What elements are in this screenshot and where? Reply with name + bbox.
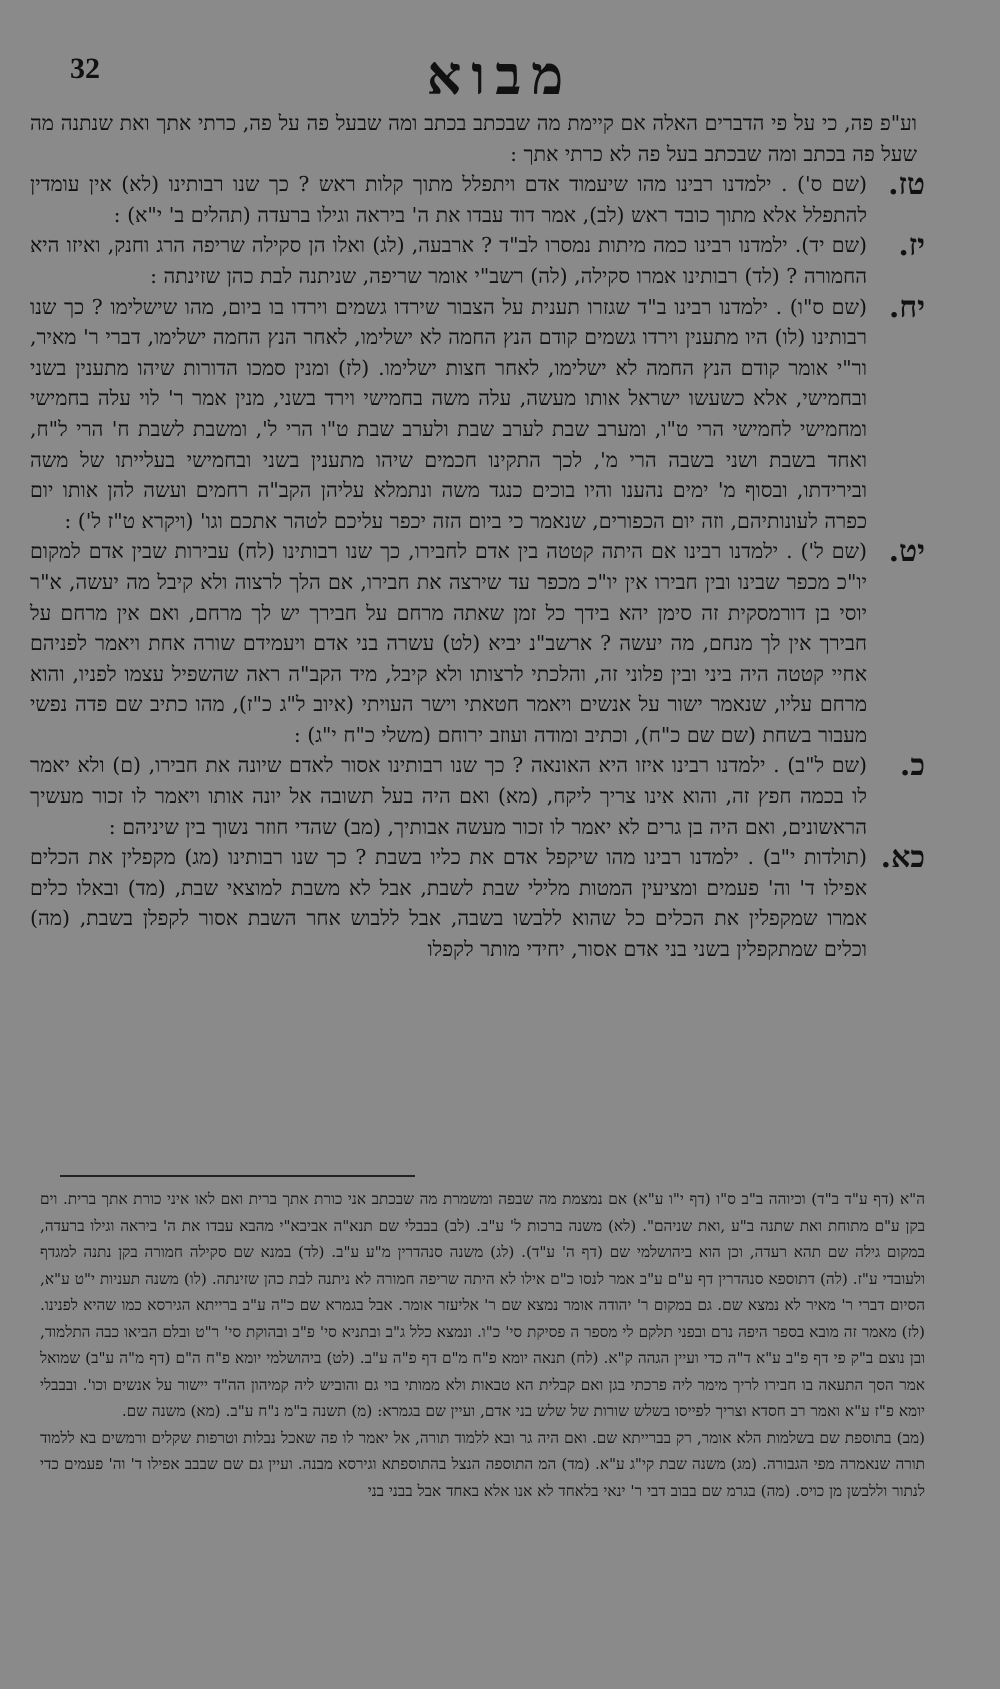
- paragraph-19: [30, 536, 925, 750]
- paragraph-17: [30, 230, 925, 291]
- paragraph-text: (שם יד). ילמדנו רבינו כמה מיתות נמסרו לב"ד ? ארבעה, (לג) ואלו הן סקילה שריפה הרג וחנק, ואיזו היא החמורה ? (לד) רבותינו אמרו סקילה, (לה) רשב"י אומר שריפה, שניתנה לבת כהן שזינתה :: [30, 233, 867, 288]
- paragraph-text: (תולדות י"ב) . ילמדנו רבינו מהו שיקפל אדם את כליו בשבת ? כך שנו רבותינו (מג) מקפלין את הכלים אפילו ד' וה' פעמים ומציעין המטות מלילי שבת לשבת, אבל לא משבת למוצאי שבת, (מד) ובאלו כלים אמרו שמקפלין את הכלים כל שהוא ללבשו בשבה, אבל ללבוש אחר השבת אסור לקפלן בשבת, (מה) וכלים שמתקפלין בשני בני אדם אסור, יחידי מותר לקפלו: [30, 845, 867, 962]
- paragraph-16: [30, 169, 925, 230]
- page-header: [0, 40, 1000, 110]
- paragraph-18: [30, 289, 925, 537]
- paragraph-21: [30, 842, 925, 964]
- paragraph-number: טז.: [888, 167, 925, 203]
- footnote-block: ה"א (דף ע"ד ב"ד) וכיוהה ב"ב ס"ו (דף י"ו ע"א) אם נמצמת מה שבפה ומשמרת מה שבכתב אני כורת אתך ברית ואם לאו איני כורת אתך ברית. וים בקן ע"ם מתוחת ואת שתנה ב"ע ,ואת שניהם". (לא) משנה ברכות ל' ע"ב. (לב) בבבלי שם תנא"ה אביבא"י מהבא עבדו את ה' ביראה וגילו ברעדה, במקום גילה שם תהא רעדה, וכן הוא ביהושלמי שם (דף ה' ע"ד). (לג) משנה סנהדרין מ"ע ע"ב. (לד) במנא שם סקילה חמורה בקן נתנה למגדף ולעובדי ע"ז. (לה) דתוספא סנהדרין דף ע"ם ע"ב אמר לנסו כ"ם אילו לא היתה שריפה חמורה לא ניתנה לבת כהן שזינתה. (לו) משנה תעניות י"ט ע"א, הסיום דברי ר' מאיר לא נמצא שם. גם במקום ר' יהודה אומר נמצא שם ר' אליעזר אומר. אבל בגמרא שם כ"ה ע"ב ברייתא הגירסא כמו שהיא לפנינו. (לז) מאמר זה מובא בספר היפה נרם ובפני תלקם לי מספר ה פסיקת סי' כ"ו. ונמצא כלל ג"ב ובתניא סי' פ"ב ובהוקת סי' ר"ט ובלם הביאו כבה התלמוד, ובן נוצם ב"ק פי דף פ"ב ע"א ד"ה כדי ועיין הגהה ק"א. (לח) תנאה יומא פ"ח מ"ם דף פ"ה ע"ב. (לט) ביהושלמי יומא פ"ח ה"ם (דף מ"ה ע"ב) שמואל אמר הסך התעאה בו חבירו לריך מימר ליה פרכתי בגן ואם קבלית הא טבאות ולא ממותי בוי גם והוביש ליה קמיהון הה"ד יישור על אנשים וכו'. ובבבלי יומא פ"ז ע"א ואמר רב חסדא וצריך לפייסו בשלש שורות של שלש בני אדם, ועיין שם בגמרא: (מ) תשנה ב"מ נ"ח ע"ב. (מא) משנה שם.: [40, 1190, 925, 1420]
- footnotes: [40, 1186, 925, 1504]
- page-title: מבוא: [426, 43, 574, 107]
- paragraph-text: (שם ס"ו) . ילמדנו רבינו ב"ד שגזרו תענית על הצבור שירדו גשמים וירדו בו ביום, מהו שישלימו ? כך שנו רבותינו (לו) היו מתענין וירדו גשמים קודם הנץ החמה לא ישלימו, לאחר הנץ החמה ישלימו, דברי ר' מאיר, ור"י אומר קודם הנץ החמה לא ישלימו, לאחר חצות ישלימו. (לז) ומנין סמכו הדורות שיהו מתענין בשני ובחמישי, אלא כשעשו ישראל אותו מעשה, עלה משה בחמישי וירד בשני, מנין אמר ר' לוי עלה בחמישי ומחמישי לחמישי הרי ט"ו, ומערב שבת לערב שבת ולערב שבת ט"ו הרי ל', ומשבת לשבת ח' הרי ל"ח, ואחד בשבת ושני בשבה הרי מ', לכך התקינו חכמים שיהו מתענין בשני ובחמישי בעלייתו של משה ובירידתו, ובסוף מ' ימים נהענו והיו בוכים כנגד משה ונתמלא עליהן הקב"ה רחמים ועשה להן אותו יום כפרה לעונותיהם, וזה יום הכפורים, שנאמר כי ביום הזה יכפר עליכם לטהר אתכם וגו' (ויקרא ט"ז ל') :: [30, 294, 867, 533]
- main-text: [30, 108, 925, 965]
- footnote-block: (מב) בתוספת שם בשלמות הלא אומר, רק בברייתא שם. ואם היה גר ובא ללמוד תורה, אל יאמר לו פה שאכל נבלות וטרפות שקלים ורמשים בא ללמוד תורה שנאמרה מפי הגבורה. (מג) משנה שבת קי"ג ע"א. (מד) המ התוספה הנצל בהתוספתא וגירסא מבנה. ועיין גם שם שבבב אפילו ד' וה' פעמים כדי לנתור וללבשן מן כויס. (מה) בגרמ שם בבוב דבי ר' ינאי בלאחד לא אנו אלא באחד אבל בבני בני: [40, 1428, 925, 1500]
- paragraph-number: יח.: [888, 289, 925, 325]
- paragraph-text: וע"פ פה, כי על פי הדברים האלה אם קיימת מה שבכתב בכתב ומה שבעל פה על פה, כרתי אתך ואת שנתנה מה שעל פה בכתב ומה שבכתב בעל פה לא כרתי אתך :: [30, 111, 917, 166]
- page-number: 32: [70, 52, 100, 85]
- paragraph-text: (שם ס') . ילמדנו רבינו מהו שיעמוד אדם ויתפלל מתוך קלות ראש ? כך שנו רבותינו (לא) אין עומדין להתפלל אלא מתוך כובד ראש (לב), אמר דוד עבדו את ה' ביראה וגילו ברעדה (תהלים ב' י"א) :: [30, 172, 867, 227]
- paragraph-number: יז.: [898, 228, 925, 264]
- paragraph-text: (שם ל') . ילמדנו רבינו אם היתה קטטה בין אדם לחבירו, כך שנו רבותינו (לח) עבירות שבין אדם למקום יו"כ מכפר שבינו ובין חבירו אין יו"כ מכפר עד שירצה את חבירו, אם הלך לרצוה ולא קיבל מה יעשה, א"ר יוסי בן דורמסקית זה סימן יהא בידך כל זמן שאתה מרחם על חבירך יש לך מרחם, ואם אין מרחם על חבירך אין לך מנחם, מה יעשה ? ארשב"נ יביא (לט) עשרה בני אדם ויעמידם שורה אחת ויאמר לפניהם אחיי קטטה היה ביני ובין פלוני זה, והלכתי לרצותו ולא קיבל, מיד הקב"ה ראה שהשפיל עצמו לפניו, והוא מרחם עליו, שנאמר ישור על אנשים ויאמר חטאתי וישר העויתי (איוב ל"ג כ"ז), מהו כתיב שם פדה נפשי מעבור בשחת (שם שם כ"ח), וכתיב ומודה ועוזב ירוחם (משלי כ"ח י"ג) :: [30, 539, 867, 747]
- paragraph-number: כא.: [880, 840, 925, 876]
- footnote-divider: [60, 1175, 415, 1177]
- paragraph-20: [30, 750, 925, 842]
- paragraph-continuation: [30, 108, 925, 169]
- paragraph-text: (שם ל"ב) . ילמדנו רבינו איזו היא האונאה ? כך שנו רבותינו אסור לאדם שיונה את חבירו, (ם) ולא יאמר לו בכמה חפץ זה, והוא אינו צריך ליקח, (מא) ואם היה בעל תשובה אל יונה אותו ויאמר לו זכור מעשיך הראשונים, ואם היה בן גרים לא יאמר לו זכור מעשה אבותיך, (מב) שהדי חוזר נשוך בין שיניהם :: [30, 753, 867, 839]
- paragraph-number: יט.: [888, 534, 925, 570]
- paragraph-number: כ.: [899, 748, 925, 784]
